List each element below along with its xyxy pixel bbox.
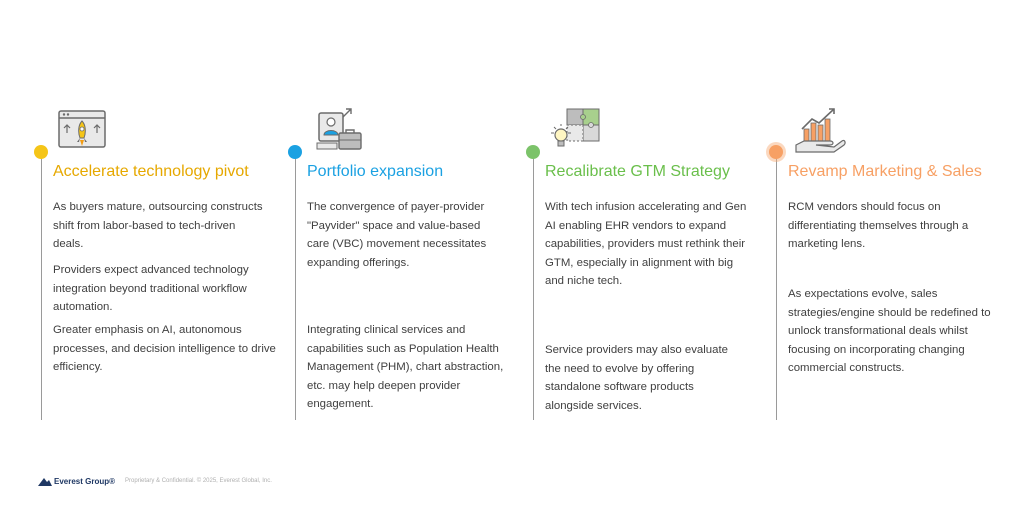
puzzle-bulb-icon (547, 105, 607, 155)
column-paragraph: The convergence of payer-provider "Payvider" space and value-based care (VBC) movement necessitates expanding offerings. (307, 201, 487, 269)
logo-text: Everest Group® (54, 477, 116, 486)
column-title: Recalibrate GTM Strategy (545, 163, 730, 180)
timeline-dot (526, 145, 540, 159)
mountain-icon (38, 476, 52, 486)
column-paragraph: Integrating clinical services and capabilities such as Population Health Management (PHM), chart abstraction, etc. may help deepen provider engagement. (307, 324, 504, 410)
column-title: Portfolio expansion (307, 163, 444, 180)
column-paragraph: As buyers mature, outsourcing constructs shift from labor-based to tech-driven deals. (53, 201, 263, 250)
column-paragraph: Providers expect advanced technology integration beyond traditional workflow automation. (53, 264, 249, 313)
column-gtm (533, 100, 763, 420)
rocket-browser-icon (55, 105, 115, 155)
column-paragraph: Greater emphasis on AI, autonomous processes, and decision intelligence to drive efficiency. (53, 324, 276, 373)
column-paragraph: With tech infusion accelerating and Gen AI enabling EHR vendors to expand capabilities, providers must rethink their GTM, especially in alignment with big and niche tech. (545, 201, 747, 287)
timeline-line (295, 152, 296, 420)
footer (38, 476, 272, 486)
column-title: Revamp Marketing & Sales (788, 163, 982, 180)
column-title: Accelerate technology pivot (53, 163, 249, 180)
column-paragraph: RCM vendors should focus on differentiating themselves through a marketing lens. (788, 201, 969, 250)
column-paragraph: As expectations evolve, sales strategies/engine should be redefined to unlock transformational deals whilst focusing on incorporating changing commercial constructs. (788, 288, 991, 374)
timeline-dot (288, 145, 302, 159)
column-paragraph: Service providers may also evaluate the need to evolve by offering standalone software products alongside services. (545, 344, 728, 412)
confidential-notice: Proprietary & Confidential. © 2025, Everest Global, Inc. (125, 478, 272, 484)
everest-group-logo (38, 476, 115, 486)
timeline-line (776, 152, 777, 420)
timeline-line (533, 152, 534, 420)
column-accelerate (41, 100, 276, 420)
portfolio-briefcase-icon (309, 105, 369, 155)
column-portfolio (295, 100, 515, 420)
growth-chart-hand-icon (790, 105, 850, 155)
timeline-line (41, 152, 42, 420)
column-marketing (776, 100, 1006, 420)
timeline-dot (34, 145, 48, 159)
timeline-dot (769, 145, 783, 159)
